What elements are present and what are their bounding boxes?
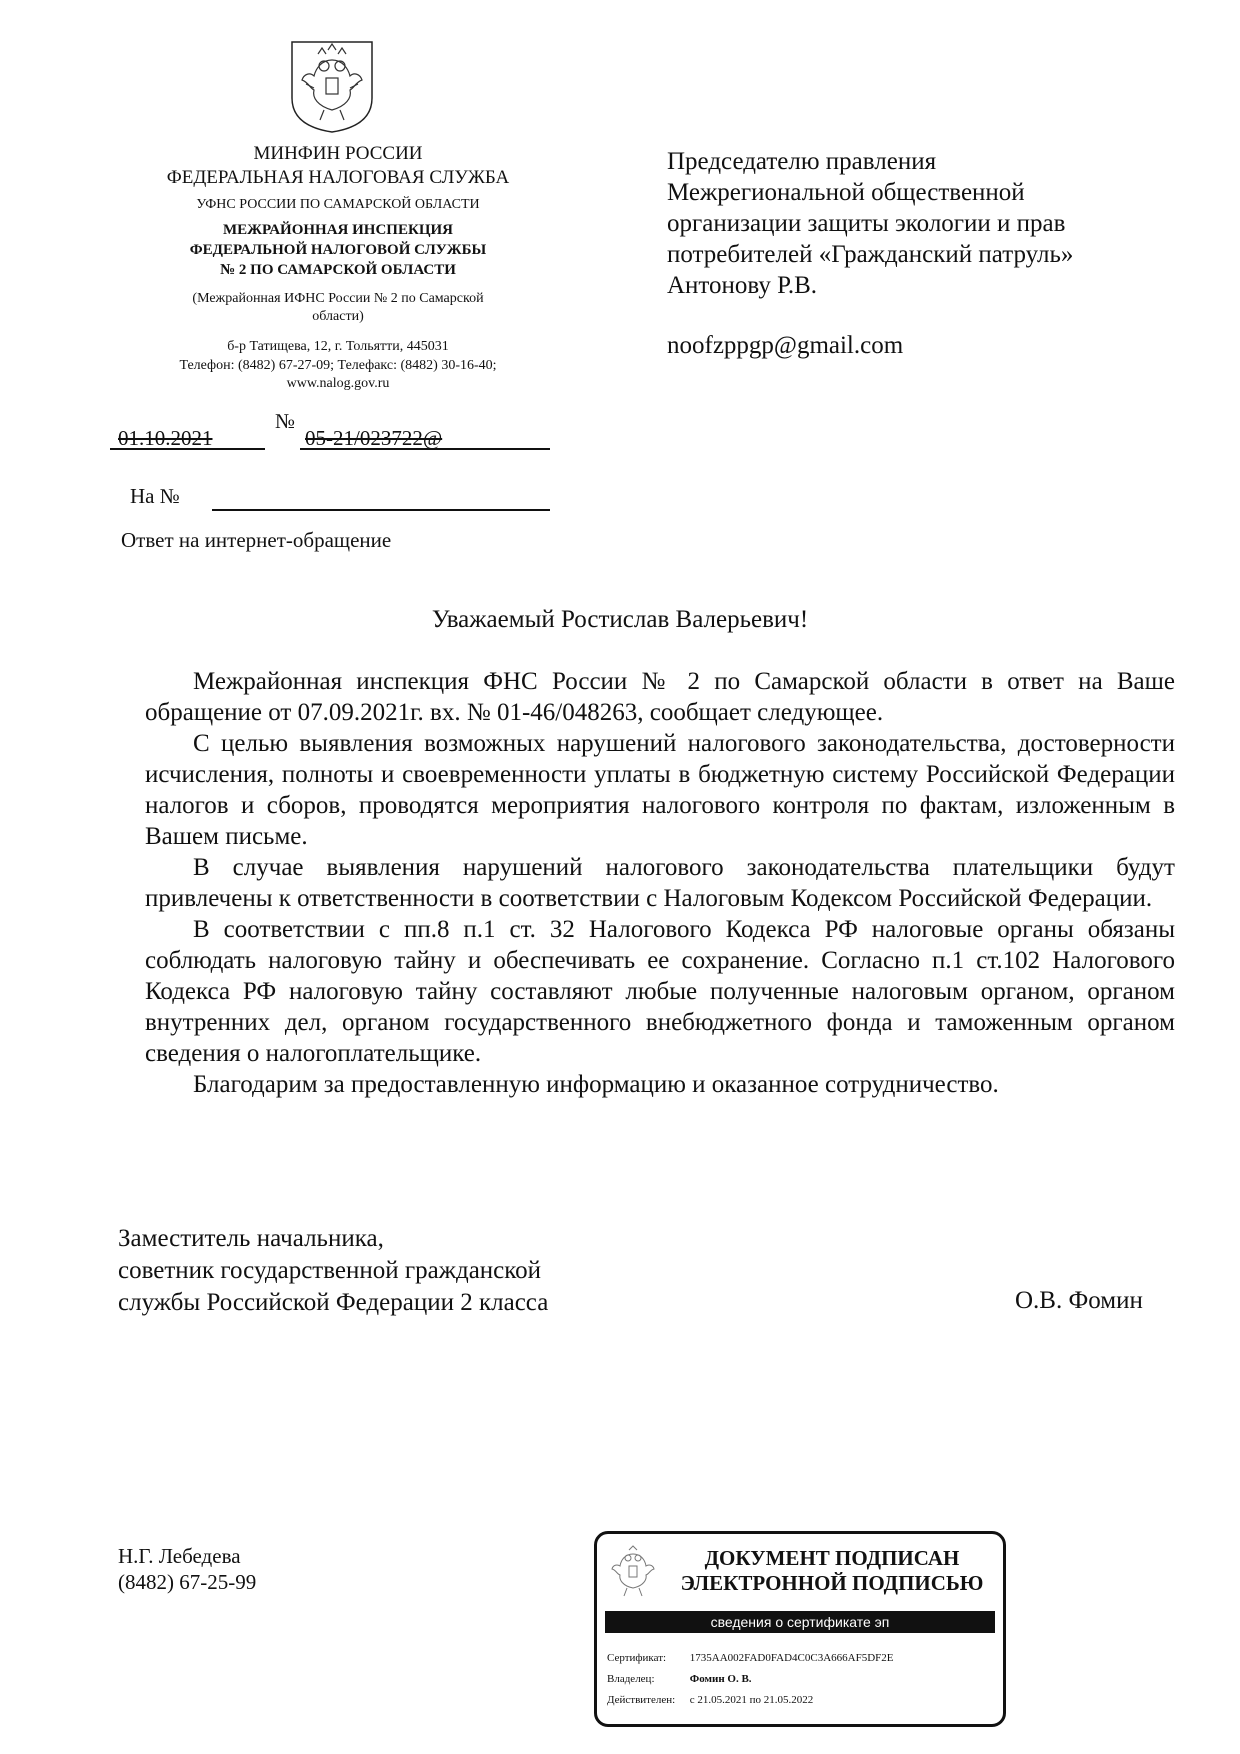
addressee: Председателю правления Межрегиональной общественной организации защиты экологии и прав потребителей «Гражданский патруль» Антонову Р.В. bbox=[667, 148, 1074, 299]
stamp-emblem-icon bbox=[607, 1544, 659, 1600]
short-name-line-1: (Межрайонная ИФНС России № 2 по Самарской bbox=[192, 291, 484, 306]
inspection-line-3: № 2 ПО САМАРСКОЙ ОБЛАСТИ bbox=[220, 261, 456, 278]
inspection-line-2: ФЕДЕРАЛЬНОЙ НАЛОГОВОЙ СЛУЖБЫ bbox=[189, 241, 487, 258]
letter-body bbox=[145, 666, 1175, 1100]
ministry-name: МИНФИН РОССИИ bbox=[253, 143, 423, 164]
certificate-info-bar: сведения о сертификате эп bbox=[605, 1611, 995, 1633]
inspection-name bbox=[128, 221, 548, 281]
stamp-title bbox=[667, 1546, 997, 1596]
date-underline bbox=[110, 448, 265, 450]
emblem-icon bbox=[288, 38, 376, 134]
signatory-position bbox=[118, 1223, 548, 1319]
position-line-3: службы Российской Федерации 2 класса bbox=[118, 1289, 549, 1316]
phone-fax: Телефон: (8482) 67-27-09; Телефакс: (8482) 30-16-40; bbox=[179, 357, 497, 373]
addressee-email: noofzppgp@gmail.com bbox=[667, 332, 904, 359]
document-subject: Ответ на интернет-обращение bbox=[121, 528, 392, 552]
short-name-line-2: области) bbox=[312, 309, 364, 325]
validity-value: с 21.05.2021 по 21.05.2022 bbox=[689, 1694, 814, 1706]
owner-value: Фомин О. В. bbox=[689, 1673, 752, 1685]
body-paragraph: В случае выявления нарушений налогового законодательства плательщики будут привлечены к ответственности в соответствии с Налоговым Кодексом Российской Федерации. bbox=[145, 854, 1175, 912]
number-underline bbox=[300, 448, 550, 450]
greeting: Уважаемый Ростислав Валерьевич! bbox=[431, 606, 809, 633]
certificate-label: Сертификат: bbox=[607, 1652, 667, 1664]
stamp-title-line-1: ДОКУМЕНТ ПОДПИСАН bbox=[704, 1546, 960, 1570]
position-line-2: советник государственной гражданской bbox=[118, 1257, 542, 1284]
executor-name: Н.Г. Лебедева bbox=[118, 1544, 241, 1568]
number-sign: № bbox=[275, 409, 296, 433]
document-date: 01.10.2021 bbox=[118, 426, 213, 450]
position-line-1: Заместитель начальника, bbox=[118, 1225, 384, 1252]
reference-label: На № bbox=[130, 484, 180, 508]
body-paragraph: Благодарим за предоставленную информацию и оказанное сотрудничество. bbox=[193, 1071, 999, 1098]
stamp-title-line-2: ЭЛЕКТРОННОЙ ПОДПИСЬЮ bbox=[680, 1571, 984, 1595]
certificate-row bbox=[607, 1652, 893, 1664]
document-number: 05-21/023722@ bbox=[305, 426, 443, 450]
owner-row bbox=[607, 1673, 752, 1685]
body-paragraph: С целью выявления возможных нарушений налогового законодательства, достоверности исчисления, полноты и своевременности уплаты в бюджетную систему Российской Федерации налогов и сборов, проводятся мероприятия налогового контроля по фактам, изложенным в Вашем письме. bbox=[145, 730, 1175, 850]
validity-label: Действителен: bbox=[607, 1694, 676, 1706]
body-paragraph: В соответствии с пп.8 п.1 ст. 32 Налогового Кодекса РФ налоговые органы обязаны соблюдать налоговую тайну и обеспечивать ее сохранение. Согласно п.1 ст.102 Налогового Кодекса РФ налоговую тайну составляют любые полученные налоговым органом, органом внутренних дел, органом государственного внебюджетного фонда и таможенным органом сведения о налогоплательщике. bbox=[145, 916, 1175, 1067]
postal-address: б-р Татищева, 12, г. Тольятти, 445031 bbox=[227, 339, 449, 354]
regional-office: УФНС РОССИИ ПО САМАРСКОЙ ОБЛАСТИ bbox=[196, 197, 480, 212]
executor bbox=[118, 1543, 256, 1595]
executor-phone: (8482) 67-25-99 bbox=[118, 1570, 257, 1594]
certificate-value: 1735AA002FAD0FAD4C0C3A666AF5DF2E bbox=[689, 1652, 894, 1664]
owner-label: Владелец: bbox=[607, 1673, 655, 1685]
service-name: ФЕДЕРАЛЬНАЯ НАЛОГОВАЯ СЛУЖБА bbox=[166, 167, 510, 188]
website: www.nalog.gov.ru bbox=[286, 376, 390, 392]
inspection-short-name bbox=[128, 290, 548, 326]
contact-block bbox=[128, 338, 548, 394]
body-paragraph: Межрайонная инспекция ФНС России № 2 по Самарской области в ответ на Ваше обращение от 07.09.2021г. вх. № 01-46/048263, сообщает следующее. bbox=[145, 668, 1175, 726]
reference-line bbox=[212, 509, 550, 511]
e-signature-stamp bbox=[594, 1531, 1006, 1727]
signatory-name: О.В. Фомин bbox=[1015, 1287, 1143, 1314]
inspection-line-1: МЕЖРАЙОННАЯ ИНСПЕКЦИЯ bbox=[222, 222, 454, 238]
validity-row bbox=[607, 1694, 813, 1706]
